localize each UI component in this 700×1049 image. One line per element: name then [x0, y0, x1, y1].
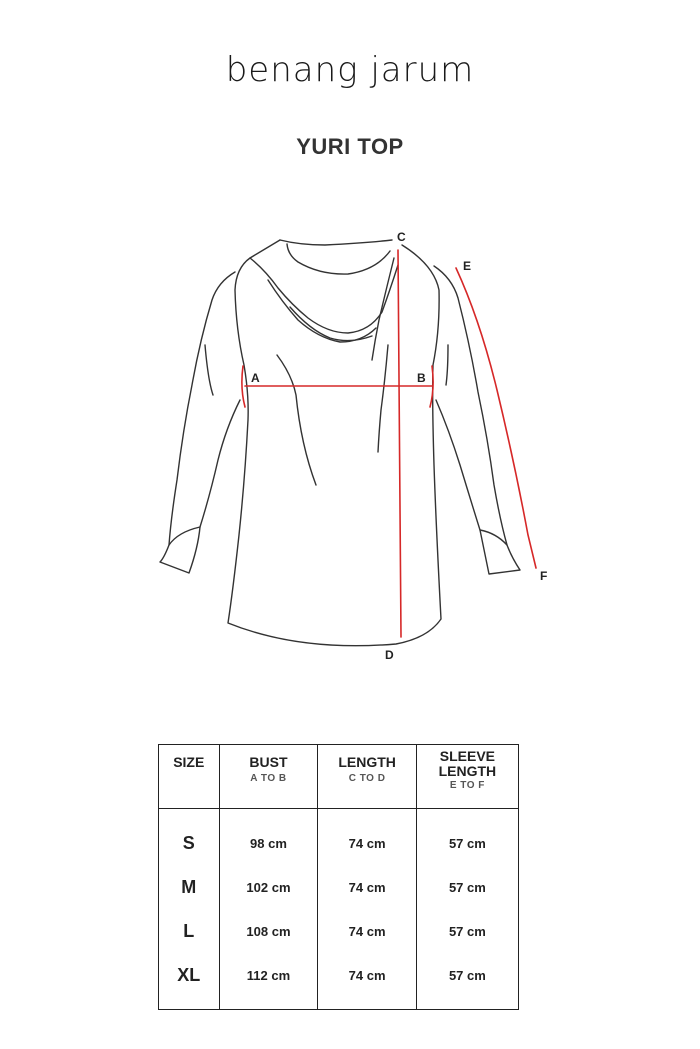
header-length: LENGTH C TO D	[318, 745, 416, 809]
sleeve-measure-line	[456, 268, 536, 568]
table-row	[159, 953, 519, 1010]
table-row	[159, 909, 519, 953]
bust-cell: 112 cm	[219, 953, 318, 1010]
garment-left-sleeve	[160, 272, 240, 573]
size-cell: L	[159, 909, 220, 953]
length-cell: 74 cm	[318, 953, 416, 1010]
size-cell: XL	[159, 953, 220, 1010]
garment-right-sleeve-seam	[446, 345, 448, 385]
garment-outline	[228, 240, 441, 646]
bust-cell: 102 cm	[219, 865, 318, 909]
point-label-c: C	[397, 230, 406, 244]
length-cell: 74 cm	[318, 809, 416, 866]
sleeve-cell: 57 cm	[416, 809, 518, 866]
header-size: SIZE	[159, 745, 220, 809]
table-header-row	[159, 745, 519, 809]
point-label-e: E	[463, 259, 472, 273]
header-bust: BUST A TO B	[219, 745, 318, 809]
point-label-f: F	[540, 569, 548, 583]
length-cell: 74 cm	[318, 865, 416, 909]
point-label-d: D	[385, 648, 394, 662]
point-label-b: B	[417, 371, 426, 385]
bust-cell: 98 cm	[219, 809, 318, 866]
brand-logo: benang jarum	[225, 50, 475, 90]
garment-left-cuff	[169, 527, 200, 545]
sleeve-cell: 57 cm	[416, 865, 518, 909]
bust-cell: 108 cm	[219, 909, 318, 953]
garment-right-sleeve	[434, 266, 520, 574]
table-row	[159, 865, 519, 909]
product-title: YURI TOP	[296, 134, 404, 159]
garment-drape-5	[277, 355, 316, 485]
point-label-a: A	[251, 371, 260, 385]
length-cell: 74 cm	[318, 909, 416, 953]
size-chart-table	[158, 744, 519, 1010]
garment-collar-inner	[287, 244, 390, 274]
size-cell: S	[159, 809, 220, 866]
header-sleeve-length: SLEEVE LENGTH E TO F	[416, 745, 518, 809]
garment-collar	[280, 240, 392, 245]
size-cell: M	[159, 865, 220, 909]
length-measure-line	[398, 250, 401, 637]
garment-drape-1	[250, 258, 398, 333]
garment-drape-2	[268, 280, 376, 342]
sleeve-cell: 57 cm	[416, 953, 518, 1010]
garment-drape-6	[378, 345, 388, 452]
sleeve-cell: 57 cm	[416, 909, 518, 953]
garment-left-sleeve-seam	[205, 345, 213, 395]
table-row	[159, 809, 519, 866]
